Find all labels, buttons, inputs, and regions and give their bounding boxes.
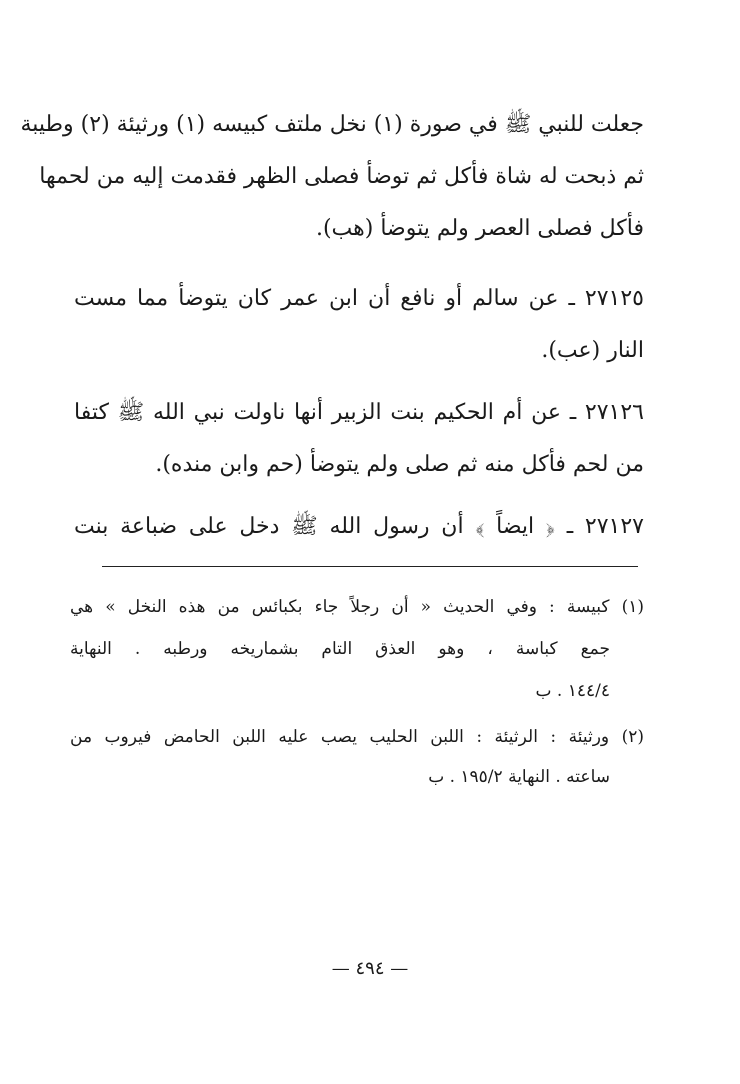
footnote-2-line-1: (٢) ورثيئة : الرثيئة : اللبن الحليب يصب عليه اللبن الحامض فيروب من [70,727,644,747]
footnote-2-line-2: ساعته . النهاية ١٩٥/٢ . ب [428,767,610,787]
hadith-27126-line-1: ٢٧١٢٦ ـ عن أم الحكيم بنت الزبير أنها ناولت نبي الله ﷺ كتفا [74,400,644,425]
hadith-27125-line-1: ٢٧١٢٥ ـ عن سالم أو نافع أن ابن عمر كان يتوضأ مما مست [74,286,644,311]
text-line-1: جعلت للنبي ﷺ في صورة (١) نخل ملتف كبيسه (١) ورثيئة (٢) وطيبة [20,112,644,137]
footnote-1-line-3: ١٤٤/٤ . ب [535,681,610,701]
text-line-2: ثم ذبحت له شاة فأكل ثم توضأ فصلى الظهر فقدمت إليه من لحمها [39,164,644,189]
hadith-27127-line-1: ٢٧١٢٧ ـ ﴿ ايضاً ﴾ أن رسول الله ﷺ دخل على ضباعة بنت [74,514,644,539]
page-number: — ٤٩٤ — [331,958,409,979]
footnote-1-line-2: جمع كباسة ، وهو العذق التام بشماريخه ورطبه . النهاية [70,639,610,659]
text-line-3: فأكل فصلى العصر ولم يتوضأ (هب). [315,216,644,241]
footnote-divider [102,566,638,567]
footnote-1-line-1: (١) كبيسة : وفي الحديث « أن رجلاً جاء بكبائس من هذه النخل » هي [70,597,644,617]
hadith-27125-line-2: النار (عب). [541,338,644,363]
hadith-27126-line-2: من لحم فأكل منه ثم صلى ولم يتوضأ (حم وابن منده). [155,452,644,477]
